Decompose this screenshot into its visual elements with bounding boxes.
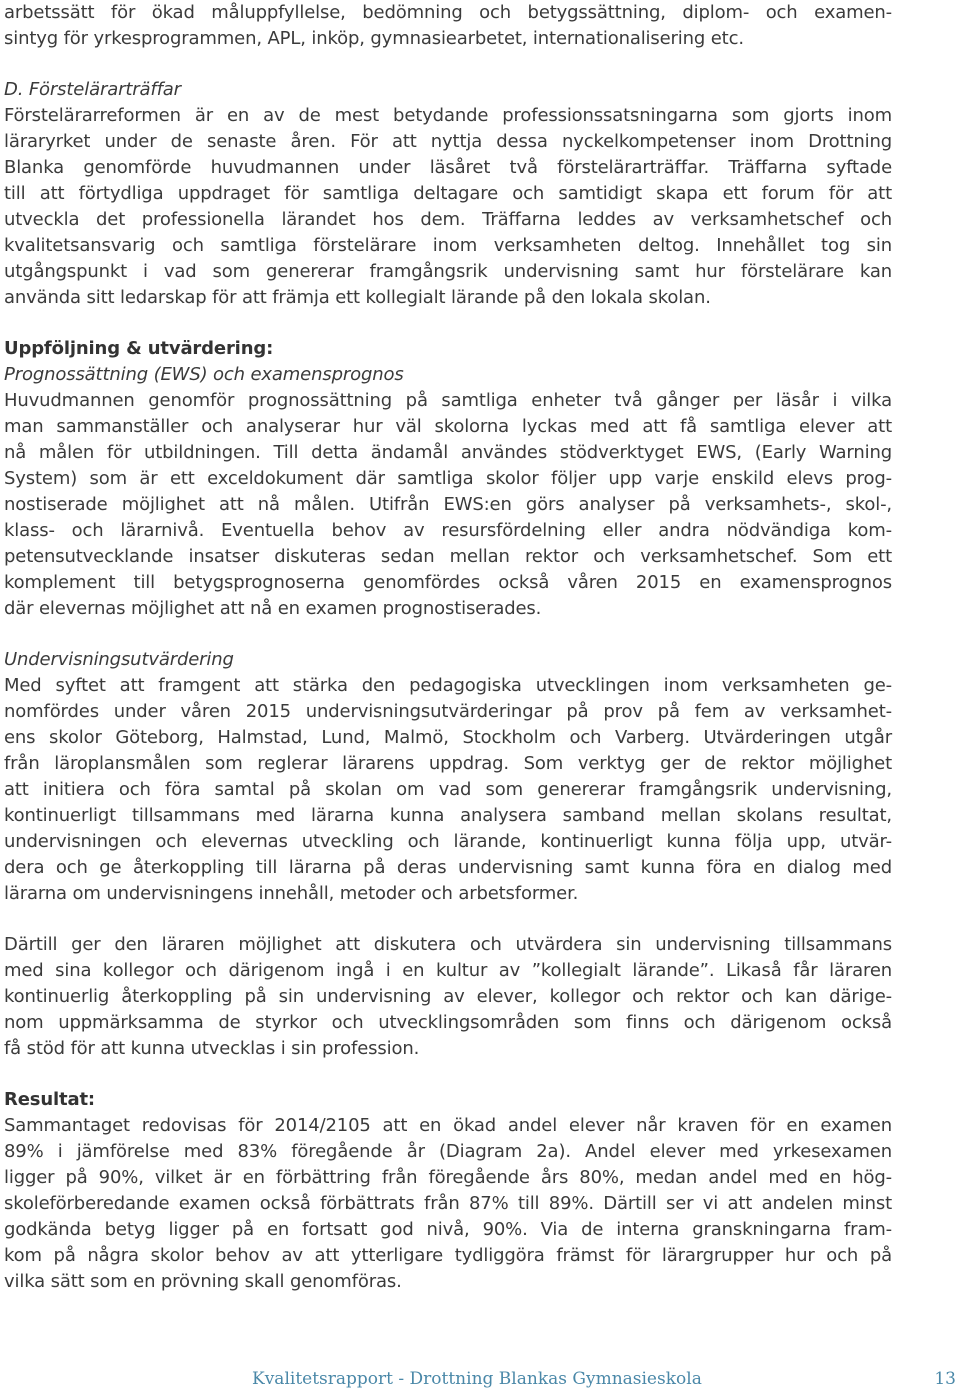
text-line: skoleförberedande examen också förbättrats från 87% till 89%. Därtill ser vi att andelen minst	[4, 1193, 892, 1214]
text-line: Blanka genomförde huvudmannen under läsåret två förstelärarträffar. Träffarna syftade	[4, 157, 892, 178]
text-line: läraryrket under de senaste åren. För att nyttja dessa nyckelkompetenser inom Drottning	[4, 131, 892, 152]
text-line: till att förtydliga uppdraget för samtliga deltagare och samtidigt skapa ett forum för att	[4, 183, 892, 204]
page-footer	[0, 1369, 960, 1396]
intro-paragraph	[4, 0, 892, 52]
text-line: använda sitt ledarskap för att främja ett kollegialt lärande på den lokala skolan.	[4, 287, 711, 308]
footer-title: Kvalitetsrapport - Drottning Blankas Gymnasieskola	[252, 1369, 702, 1389]
section-d-paragraph	[4, 77, 892, 311]
paragraph-gap	[4, 907, 892, 932]
text-line: att initiera och föra samtal på skolan om vad som genererar framgångsrik undervisning,	[4, 779, 892, 800]
followup-paragraph	[4, 336, 892, 622]
followup-heading: Uppföljning & utvärdering:	[4, 338, 274, 359]
text-line: nå målen för utbildningen. Till detta ändamål användes stödverktyget EWS, (Early Warning	[4, 442, 892, 463]
text-line: med sina kollegor och därigenom ingå i en kultur av ”kollegialt lärande”. Likaså får läraren	[4, 960, 892, 981]
text-line: ligger på 90%, vilket är en förbättring från föregående års 80%, medan andel med en hög-	[4, 1167, 892, 1188]
paragraph-gap	[4, 622, 892, 647]
paragraph-gap	[4, 311, 892, 336]
text-line: nomfördes under våren 2015 undervisningsutvärderingar på prov på fem av verksamhet-	[4, 701, 892, 722]
text-line: man sammanställer och analyserar hur väl skolorna lyckas med att få samtliga elever att	[4, 416, 892, 437]
text-line: dera och ge återkoppling till lärarna på deras undervisning samt kunna föra en dialog med	[4, 857, 892, 878]
results-heading: Resultat:	[4, 1089, 95, 1110]
teaching-subheading: Undervisningsutvärdering	[4, 649, 234, 670]
text-line: utgångspunkt i vad som genererar framgångsrik undervisning samt hur förstelärare kan	[4, 261, 892, 282]
text-line: där elevernas möjlighet att nå en examen prognostiserades.	[4, 598, 542, 619]
text-line: Huvudmannen genomför prognossättning på samtliga enheter två gånger per läsår i vilka	[4, 390, 892, 411]
text-line: få stöd för att kunna utvecklas i sin profession.	[4, 1038, 420, 1059]
results-paragraph	[4, 1087, 892, 1295]
section-d-heading: D. Förstelärarträffar	[4, 79, 181, 100]
collegial-paragraph	[4, 932, 892, 1062]
text-line: lärarna om undervisningens innehåll, metoder och arbetsformer.	[4, 883, 579, 904]
paragraph-gap	[4, 1062, 892, 1087]
text-line: ens skolor Göteborg, Halmstad, Lund, Malmö, Stockholm och Varberg. Utvärderingen utgår	[4, 727, 892, 748]
text-line: från läroplansmålen som reglerar lärarens uppdrag. Som verktyg ger de rektor möjlighet	[4, 753, 892, 774]
text-line: undervisningen och elevernas utveckling och lärande, kontinuerligt kunna följa upp, utvär-	[4, 831, 892, 852]
text-line: arbetssätt för ökad måluppfyllelse, bedömning och betygssättning, diplom- och examen-	[4, 2, 892, 23]
text-line: sintyg för yrkesprogrammen, APL, inköp, gymnasiearbetet, internationalisering etc.	[4, 28, 744, 49]
text-line: klass- och lärarnivå. Eventuella behov av resursfördelning eller andra nödvändiga kom-	[4, 520, 892, 541]
text-line: kontinuerlig återkoppling på sin undervisning av elever, kollegor och rektor och kan därige-	[4, 986, 892, 1007]
text-line: utveckla det professionella lärandet hos dem. Träffarna leddes av verksamhetschef och	[4, 209, 892, 230]
page-number: 13	[934, 1369, 956, 1389]
text-line: kontinuerligt tillsammans med lärarna kunna analysera samband mellan skolans resultat,	[4, 805, 892, 826]
text-line: kom på några skolor behov av att ytterligare tydliggöra främst för lärargrupper hur och på	[4, 1245, 892, 1266]
prognosis-subheading: Prognossättning (EWS) och examensprognos	[4, 364, 404, 385]
text-line: Sammantaget redovisas för 2014/2105 att en ökad andel elever når kraven för en examen	[4, 1115, 892, 1136]
text-line: kvalitetsansvarig och samtliga förstelärare inom verksamheten deltog. Innehållet tog sin	[4, 235, 892, 256]
text-line: petensutvecklande insatser diskuteras sedan mellan rektor och verksamhetschef. Som ett	[4, 546, 892, 567]
text-line: Förstelärarreformen är en av de mest betydande professionssatsningarna som gjorts inom	[4, 105, 892, 126]
text-line: Med syftet att framgent att stärka den pedagogiska utvecklingen inom verksamheten ge-	[4, 675, 892, 696]
text-line: godkända betyg ligger på en fortsatt god nivå, 90%. Via de interna granskningarna fram-	[4, 1219, 892, 1240]
text-line: Därtill ger den läraren möjlighet att diskutera och utvärdera sin undervisning tillsammans	[4, 934, 892, 955]
text-line: nostiserade möjlighet att nå målen. Utifrån EWS:en görs analyser på verksamhets-, skol-,	[4, 494, 892, 515]
text-line: nom uppmärksamma de styrkor och utvecklingsområden som finns och därigenom också	[4, 1012, 892, 1033]
teaching-paragraph	[4, 647, 892, 907]
document-body	[4, 0, 892, 1295]
paragraph-gap	[4, 52, 892, 77]
text-line: System) som är ett exceldokument där samtliga skolor följer upp varje enskild elevs prog-	[4, 468, 892, 489]
text-line: 89% i jämförelse med 83% föregående år (Diagram 2a). Andel elever med yrkesexamen	[4, 1141, 892, 1162]
text-line: komplement till betygsprognoserna genomfördes också våren 2015 en examensprognos	[4, 572, 892, 593]
text-line: vilka sätt som en prövning skall genomföras.	[4, 1271, 402, 1292]
